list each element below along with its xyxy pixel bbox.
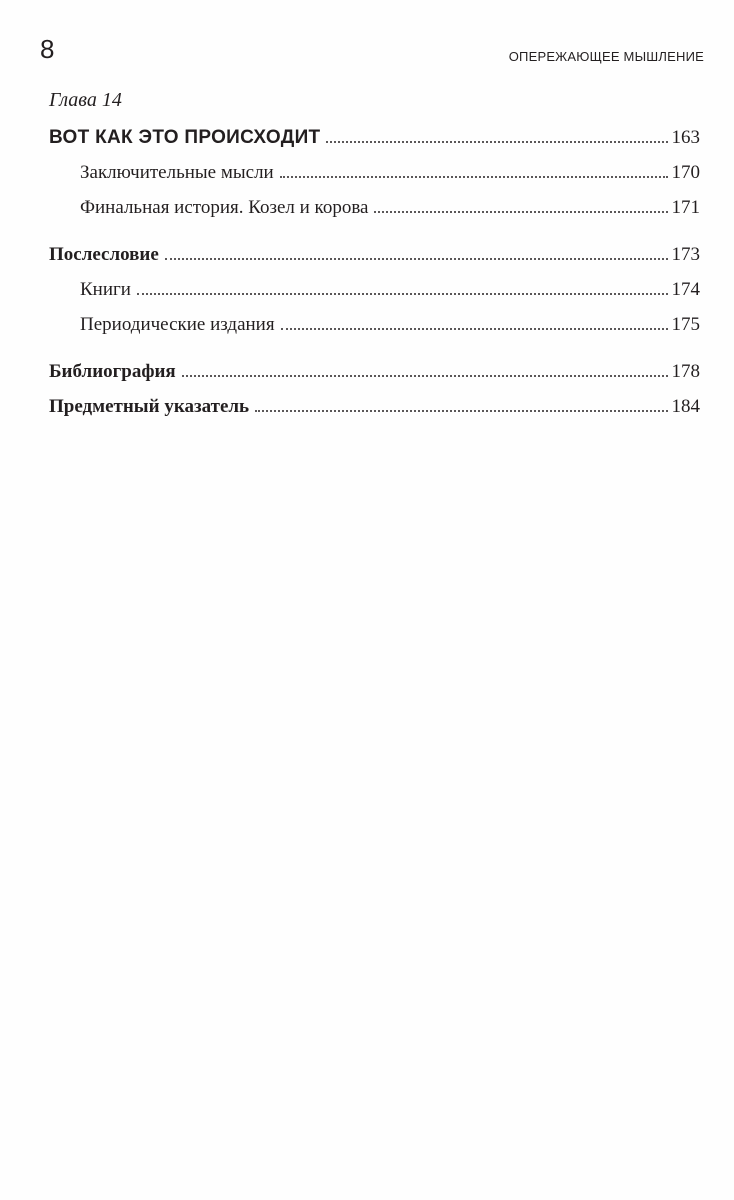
toc-subentry-books <box>49 272 700 307</box>
dot-leader <box>374 211 667 213</box>
toc-entry-chapter-14 <box>49 120 700 155</box>
spacer <box>49 225 700 237</box>
toc-entry-page: 170 <box>671 162 700 183</box>
table-of-contents <box>49 88 700 424</box>
toc-entry-page: 171 <box>671 197 700 218</box>
toc-entry-title: Заключительные мысли <box>80 162 274 183</box>
toc-entry-page: 163 <box>671 127 700 148</box>
chapter-label: Глава 14 <box>49 89 122 111</box>
toc-entry-title: Библиография <box>49 361 176 382</box>
dot-leader <box>326 141 667 143</box>
dot-leader <box>137 293 668 295</box>
toc-entry-title: Книги <box>80 279 131 300</box>
dot-leader <box>280 176 668 178</box>
toc-entry-title: Предметный указатель <box>49 396 250 417</box>
toc-entry-title: Финальная история. Козел и корова <box>80 197 369 218</box>
toc-subentry-final-story <box>49 190 700 225</box>
dot-leader <box>165 258 668 260</box>
toc-entry-subject-index <box>49 389 700 424</box>
page-header <box>40 34 704 68</box>
toc-entry-title: Периодические издания <box>80 314 275 335</box>
toc-entry-page: 178 <box>671 361 700 382</box>
toc-entry-title: Послесловие <box>49 244 159 265</box>
dot-leader <box>182 375 668 377</box>
dot-leader <box>255 410 667 412</box>
toc-entry-page: 184 <box>671 396 700 417</box>
toc-entry-page: 175 <box>671 314 700 335</box>
toc-entry-afterword <box>49 237 700 272</box>
toc-subentry-final-thoughts <box>49 155 700 190</box>
page-number: 8 <box>40 34 55 64</box>
toc-entry-page: 173 <box>671 244 700 265</box>
running-head: ОПЕРЕЖАЮЩЕЕ МЫШЛЕНИЕ <box>508 49 704 64</box>
toc-entry-title: ВОТ КАК ЭТО ПРОИСХОДИТ <box>49 127 321 148</box>
spacer <box>49 342 700 354</box>
toc-entry-bibliography <box>49 354 700 389</box>
dot-leader <box>281 328 668 330</box>
toc-subentry-periodicals <box>49 307 700 342</box>
toc-entry-page: 174 <box>671 279 700 300</box>
